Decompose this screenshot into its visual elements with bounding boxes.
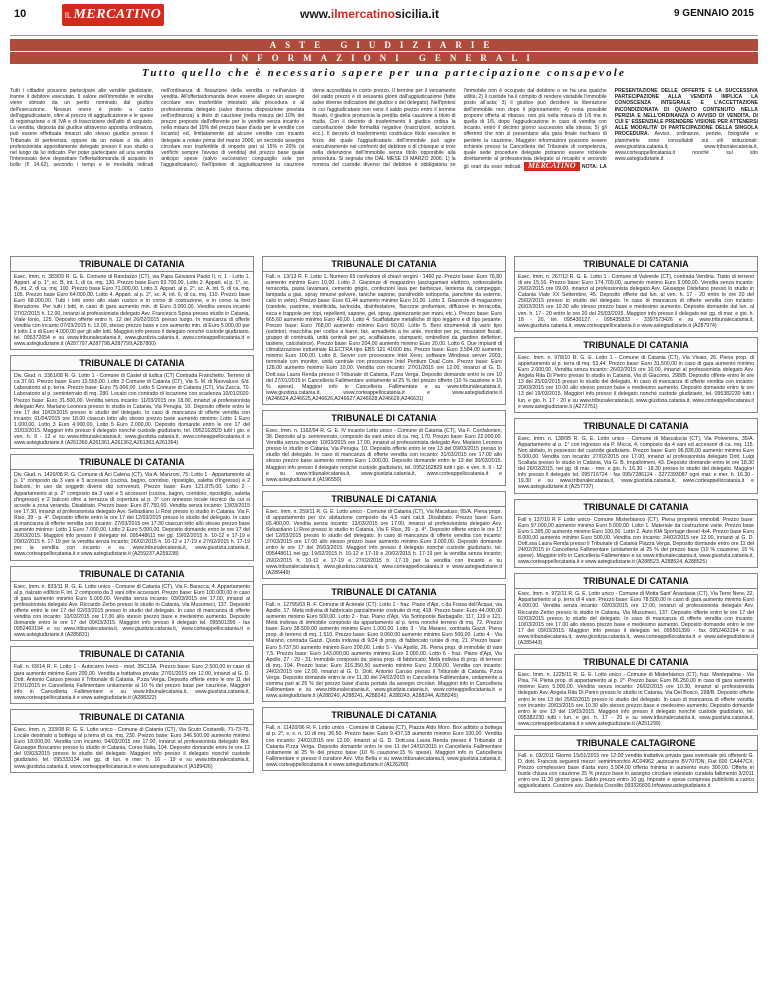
auction-notice [262, 256, 506, 405]
auction-notice [514, 735, 758, 793]
site-prefix: www. [300, 7, 331, 21]
site-url[interactable] [300, 7, 439, 21]
auction-notice [262, 491, 506, 579]
logo-prefix: IL [64, 10, 72, 20]
auction-notice [514, 256, 758, 332]
notice-court-title: TRIBUNALE DI CATANIA [11, 257, 253, 272]
intro-mini-logo: MERCATINO [524, 162, 580, 170]
auction-notice [514, 418, 758, 494]
notice-court-title: TRIBUNALE DI CATANIA [263, 492, 505, 507]
notice-body-text: Fall. n. 13/13 R. F. Lotto 1. Numero 65 confezioni di chiavi vergini - 1460 pz. Prezzo base: Euro 76,80 aumento minimo Euro 10,00. Lotto 2. Giacenze di magazzino (asciugamani elettrico, sottoscaletta terracotta, pasta lavamani, cemento grigio, confezioni lava per barbecue, lanterna da campeggio, lampada a gas, spray rimuovi polvere, taniche sapone, parafreddo sottoporta, panchine da esterno, calci in vetro). Prezzo base: Euro 61,44 aumento minimo Euro 10,00. Lotto 3. Giacenze di magazzino (candele, pastrine, insetticida, lavincida, disinfestatore, flaccone profumare, diffusore in terracotta, esca e trappole per topi, repellenti, sapone, gel, spray, igienizzante per mani, etc.). Prezzo base: Euro 665,60 aumento minimo Euro 40,00. Lotto 4. Scaffalature metalliche di tipo leggero e di tipo pesante. Prezzo base: Euro 768,00 aumento minimo Euro 50,00. Lotto 5. Beni strumentali di vario tipo (estintori, macchina per codice a barre, fax, armadietto a tre ante, monitor per pc, misuratori fiscali, gruppo di continuità, unità centrali per pc, scaffalature, stampanti, ombrelloni da giardino deflettori, tastiere, calcolatrice). Prezzo base: Euro 204,00 aumento minimo Euro 20,00. Lotto 6. Due impianti di climatizzazione industriale ELECTRA tipo EBS 121 41600 btu. Prezzo base: Euro 3.584,00 aumento minimo Euro 100,00. Lotto 8. Server con processore Intel Xeon, software Windows server 2003, terminale con monitor, unità centrale con processore Intel Pentium Dual Core. Prezzo base: Euro 128,00 aumento minimo Euro 10,00. Vendita con incanto: 27/01/2015 ore 12.00, innanzi al G. D. Dott.ssa Laura Renda presso il Tribunale di Catania, P.zza Verga. Deposito domande entro le ore 10 del 27/01/2015 in Cancelleria Fallimentare unitamente al 25 % del prezzo offerto (10 % cauzione e 15 % spese). Maggiori info in Cancelleria Fallimentare e su www.tribunalecatania.it, www.giustizia.catania.it, www.corteappellocatania.it e www.astegiudiziarie.it (A246624,A246625,A246626,A246627,A246628,A246629,A246631) [266, 274, 502, 402]
notice-court-title: TRIBUNALE DI CATANIA [11, 567, 253, 582]
notice-court-title: TRIBUNALE DI CATANIA [515, 419, 757, 434]
mercatino-logo[interactable] [62, 4, 164, 26]
notice-court-title: TRIBUNALE DI CATANIA [263, 585, 505, 600]
notice-body-text: Fall. n. 69/14 R. F. Lotto 1 - Autocarro Iveco - mod. 35C13A. Prezzo base: Euro 2.500,00 in caso di gara aumento minimo Euro 200,00. Vendita a trattativa privata: 27/01/2015 ore 12.00, innanzi al G. D. Dott. Antonio Caruso presso il Tribunale di Catania, P.zza Verga. Deposito offerte entro le ore 11 del 27/01/2015 in Cancelleria Fallimentare unitamente al 10 % del prezzo base per cauzione. Maggiori info in Cancelleria Fallimentare e su www.tribunalecatania.it, www.giustizia.catania.it, www.corteappellocatania.it e www.astegiudiziarie.it (A288322) [14, 664, 250, 701]
auction-notice [262, 584, 506, 703]
notice-body-text: Fall. n. 11420/96 R. F. Lotto unico - Comune di Catania (CT), Piazza Aldo Moro. Box adibito a bottega al p. 2°, s. s. n. 10 di mq. 36,50. Prezzo base: Euro 9.437,18 aumento minimo Euro 100,00. Vendita con incanto: 24/02/2015 ore 12.00, innanzi al G. D. Dott.ssa Laura Renda presso il Tribunale di Catania P.zza Verga. Deposito domande entro le ore 11 del 24/02/2015 in Cancelleria Fallimentare unitamente al 25 % del prezzo base (10 % cauzione;15 % spese). Maggiori info in Cancelleria Fallimentare e presso il curatore Avv. Vito Bella e su www.tribunalecatania.it, www.giustizia.catania.it, www.corteappellocatania.it e www.astegiudiziarie.it (A126280) [266, 725, 502, 768]
auction-notice [262, 410, 506, 486]
notice-court-title: TRIBUNALE DI CATANIA [515, 338, 757, 353]
page-number: 10 [14, 8, 27, 20]
notice-court-title: TRIBUNALE DI CATANIA [263, 708, 505, 723]
intro-text-block [10, 88, 758, 253]
notice-body-text: Esec. Imm. n. 972/11 R. G. E. Lotto unico - Comune di Motta Sant' Anastasia (CT), Via Terre Nere, 32. Appartamento al p. terra di 4 vani. Prezzo base: Euro 78.500,00 in caso di gara aumento minimo Euro 4.000,00. Vendita senza incanto: 03/03/2015 ore 17.00, innanzi al professionista delegato Avv. Riccardo Zerbo presso lo studio in Catania, Via Musumeci, 137. Deposito offerte entro le ore 17 del 02/03/2015 presso lo studio del delegato. In caso di mancanza di offerte vendita con incanto: 10/03/2015 ore 17.00 allo stesso prezzo base e medesimo aumento. Deposito domande entro le ore 17 del 09/03/2015. Maggiori info presso il delegato tel. 095501399 - fax 0952463194 e su www.tribunalecatania.it, www.giustizia.catania.it, www.corteappellocatania.it e www.astegiudiziarie.it (A285443) [518, 591, 754, 647]
intro-text: Tutti i cittadini possono partecipare alle vendite giudiziarie, tranne il debitore esecutato. Il valore dell'immobile in vendita viene stimato da un perito nominato dal giudice dell'esecuzione. Nessun onere è posto a carico dell'aggiudicatario, oltre al prezzo di aggiudicazione e le spese di registrazione o di IVA e di trascrizione dell'atto di acquisto. La vendita, disposta dal giudice attraverso apposita ordinanza, può essere effettuata innanzi allo stesso giudice presso il Tribunale di pertinenza, oppure da un notaio o da altro professionista appositamente delegato presso il suo studio o nel luogo da lui indicato. Per poter partecipare ad una vendita l'interessato deve depositare l'offerta/domanda di acquisto in bollo (€ 14,62), secondo i tempi e le modalità indicati nell'ordinanza di fissazione della vendita o nell'avviso di vendita. All'offerta/domanda deve essere allegato un assegno circolare non trasferibile intestato alla procedura o al professionista delegato (salvo diversa disposizione prevista nell'ordinanza) a titolo di cauzione (nella misura del 10% del prezzo proposto dall'offerente per le vendite senza incanto e nella misura del 10% del prezzo base d'asta per le vendite con incanto) ed, limitatamente ad alcune vendite con incanto delegate a notaio prima del marzo 2006, un secondo assegno circolare non trasferibile di importo pari al 15% o 20% (si verifichi sempre l'avviso di vendita) del prezzo base quale anticipo spese (salvo successivo conguaglio sole per l'aggiudicatario). Nell'ipotesi di aggiudicazione la cauzione viene accreditata in conto prezzo. Il termine per il versamento del saldo prezzo è di sessanta giorni dall'aggiudicazione (fatte salve diverse indicazioni del giudice o del delegato). Nell'ipotesi in cui l'aggiudicatario non versi il saldo prezzo entro il termine fissato, il giudice pronuncia la perdita della cauzione a titolo di multa. Con il decreto di trasferimento il giudice ordina la cancellazione delle formalità negative (trascrizioni, iscrizioni, ecc.). Il decreto di trasferimento costituisce titolo esecutivo in forza del quale l'aggiudicatario dell'immobile può agire esecutivamente nei confronti del debitore o di chiunque si trovi nella detenzione dell'immobile senza titolo opponibile alla procedura. Si segnala che DAL MESE DI MARZO 2006: 1) la nomina del custode diverso dal debitore è obbligatoria se l'immobile non è occupato dal debitore o se ha una qualche utilità; 2) il custode ha il compito di rendere visitabile l'immobile posto all'asta; 3) il giudice può deciderè la liberazione dell'immobile non dopo il pignoramento; 4) resta possibile proporre offerta al ribasso, non più nella misura di 1/6 ma in quella di 1/5, dopo l'aggiudicazione in caso di vendita con incanto, entro il decimo giorno successivo alla stessa; 5) gli offerenti che non si presentano alla gara finale rischiano di perdere la cauzione. Maggiori informazioni possono essere richieste presso la Cancelleria del Tribunale di competenza, quale sede procedure delegate potranno essere richieste direttamente al professionista delegato al recapito e secondo gli orari da esso indicati. [10, 88, 607, 171]
site-suffix: sicilia.it [394, 7, 439, 21]
ads-column-2 [262, 256, 506, 776]
auction-notice [10, 355, 254, 449]
notice-court-title: TRIBUNALE DI CATANIA [263, 411, 505, 426]
notice-court-title: TRIBUNALE DI CATANIA [11, 356, 253, 371]
page-header [0, 0, 768, 34]
notice-court-title: TRIBUNALE DI CATANIA [263, 257, 505, 272]
auction-notice [10, 566, 254, 642]
notice-court-title: TRIBUNALE DI CATANIA [515, 655, 757, 670]
notice-body-text: Div. Giud. n. 1420/08 R. G. Comune di Aci Catena (CT), Via A. Manzoni, 75: Lotto 1 - Appartamento al p. 1° composto da 3 vani e 5 accessori (cucina, bagno, corridoio, ripostiglio, saletta d'ingresso) e 2 balconi. In uso da soggetti diversi dai convenuti. Prezzo base: Euro 121.875,00. Lotto 2 - Appartamento al p. 2° composto da 3 vani e 5 accessori (cucina, bagno, corridoio, ripostiglio, saletta d'ingresso) e 2 balconi oltre a terrazza di copertura al p. 3° con annesso locale tecnico da cui si accede a zona veranda. Disabitato. Prezzo base: Euro 87.750,00. Vendita senza incanto: 13/03/2015 ore 17.30, innanzi al professionista delegato Avv. Sebastiano Li Rosi presso lo studio in Catania, Via F. Riso, 39 - p. 4°. Deposito offerte entro le ore 17 del 12/03/2015 presso lo studio del delegato. In caso di mancanza di offerte vendita con incanto: 27/03/2015 ore 17.30 ciascun lotto allo stesso prezzo base aumento minimo: Lotto 1 Euro 7.000,00, Lotto 2 Euro 5.000,00. Deposito domande entro le ore 17 del 26/03/2015. Maggiori info presso il delegato tel. 095448611 nei gg. 19/02/2015 h. 10-12 e 17-19 e 20/02/2015 h. 17-19 per la vendita senza incanto; 26/02/2015 h. 10-12 e 17-19 e 27/02/2015 h. 17-19 per la vendita con incanto e su www.tribunalecatania.it, www.giustizia.catania.it, www.corteappellocatania.it e www.astegiudiziarie.it (A259237,A259238) [14, 472, 250, 558]
notice-body-text: Esec. Imm. n. 978/10 R. G. E. Lotto 1 - Comune di Catania (CT), Via Vivaio, 26. Piena prop. di appartamento al p. terra di mq. 53,44. Prezzo base: Euro 31.500,00 in caso di gara aumento minimo Euro 2.000,00. Vendita senza incanto: 26/02/2015 ore 10.00, innanzi al professionista delegato Avv. Angela Rita Di Pietro presso lo studio in Catania, Via di Giacomo, 298/B. Deposito offerte entro le ore 13 del 25/02/2015 presso lo studio del delegato. In caso di mancanza di offerte vendita con incanto: 20/03/2015 ore 10.00 allo stesso prezzo base e medesimo aumento. Deposito domande entro le ore 13 del 19/03/2015. Maggiori info presso il delegato nonché custode giudiziario, tel. 095382230 tutti i lun. e gio. h. 17 - 20 e su www.tribunalecatania.it, www.giustizia.catania.it, www.corteappellocatania.it e www.astegiudiziarie.it (A272751) [518, 354, 754, 410]
notice-court-title: TRIBUNALE DI CATANIA [515, 257, 757, 272]
notice-court-title: TRIBUNALE DI CATANIA [11, 710, 253, 725]
auction-notice [514, 573, 758, 649]
banner-informazioni-generali: INFORMAZIONI GENERALI [10, 52, 758, 64]
notice-court-title: TRIBUNALE DI CATANIA [11, 647, 253, 662]
auction-notice [514, 337, 758, 413]
intro-nota: NOTA: LA PRESENTAZIONE DELLE OFFERTE E LA SUCCESSIVA PARTECIPAZIONE ALLA VENDITA IMPLICA LA CONOSCENZA INTEGRALE E L'ACCETTAZIONE INCONDIZIONATA DI QUANTO CONTENUTO NELLA PERIZIA E NELL'ORDINANZA O AVVISO DI VENDITA, DI CUI E' ESSENZIALE PRENDERE VISIONE PER ATTENERSI ALLE MODALITA' DI PARTECIPAZIONE DELLA SINGOLA PROCEDURA. [581, 88, 758, 171]
notice-court-title: TRIBUNALE DI CATANIA [11, 455, 253, 470]
intro-tail: Avviso, ordinanze, perizie, fotografie e planimetrie sono consultabili sui siti istituzionali: www.giustizia.catania.it, www.tribunalecatania.it, www.corteappellocatania.it nonché sul sito www.astegiudiziarie.it [614, 131, 758, 163]
section-banner [10, 35, 758, 85]
notice-body-text: Esec. Imm. n. 383/09 R. G. E. Comune di Randazzo (CT), via Papa Giovanni Paolo II, n. 1 - Lotto 1. Appart. al p. 1°, sc. B, int. 1, di ca. mq. 130. Prezzo base Euro 93.700,00. Lotto 2. Appart. al p. 1°, sc. B, int. 2, di ca. mq. 100. Prezzo base Euro 71.000,00. Lotto 3. Appart. al p. 2°, sc. A, int. 5, di ca. mq. 105. Prezzo base Euro 64.000,00. Lotto 4. Appart. al p. 2°, sc. A, int. 6, di ca. mq. 110. Prezzo base Euro 68.000,00. Tutti i lotti sono allo stato rustico e in corso di costruzione, e in corso la loro liberazione. Per tutti i lotti, in caso di gara aumento min. di Euro 3.000,00. Vendita senza incanto 27/02/2015 h. 12.00, innanzi al professionista delegato Avv. Francesco Spina presso studio in Catania, Viale Ionio, 125. Deposito offerte entro h. 12 del 26/02/2015 presso luogo. In mancanza di offerte vendita con incanto 07/03/2015 h. 12.00, stesso prezzo base e con aumento min. di Euro 5.000,00 per il lotto 1 e di Euro 4.000,00 per gli altri lotti. Maggiori info presso il delegato nonché custode giudiziario, tel. 095372654 e su www.tribunalecatania.it, www.giustizia.catania.it, www.corteappellocatania.it e www.astegiudiziarie.it (A287797,A287798,A287799,A287800) [14, 274, 250, 348]
notice-body-text: Esec. Imm. n. 1162/94 R. G. E. IV incanto Lotto unico - Comune di Catania (CT), Via F. Confalonieri, 38. Deposito al p. seminterrato, composto da vani unico di ca. mq. 170. Prezzo base: Euro 22.000,00. Vendita senza incanto: 10/03/2015 ore 17.00, innanzi al professionista delegato Avv. Mariano Leonora presso lo studio in Catania, Via Perugia, 10. Deposito offerte entro le ore 13 del 09/03/2015 presso lo studio del delegato. In caso di mancanza di offerte vendita con incanto: 31/03/2015 ore 17.00 allo stesso prezzo base aumento minimo Euro 1.000,00. Deposito domande entro le 13 del 30/03/2015. Maggiori info presso il delegato nonché custode giudiziario, tel. 0952162829 tutti i gio. e ven. h. 9 - 12 e su www.tribunalecatania.it, www.giustizia.catania.it, www.corteappellocatania.it e www.astegiudiziarie.it (A196550) [266, 427, 502, 483]
notice-body-text: Esec. Imm. n. 333/08 R. G. E. Lotto unico - Comune di Catania (CT), Via Scuto Costarelli, 71-73-75. Locale destinato a bottega al p.terra di ca. mq. 230. Prezzo base: Euro 346.500,00 aumento minimo Euro 18.000,00. Vendita con incanto: 04/03/2015 ore 17.00, innanzi al professionista delegato Rot. Giuseppe Boscarino presso lo studio in Catania, Corso Italia, 104. Deposito domande entro le ore 12 del 03/03/2015 presso lo studio del delegato. Maggiori info presso il delegato nonché custode giudiziario, tel. 095333134 nei gg. di lun. e mer. h. 16 - 19 e su www.tribunalecatania.it, www.giustizia.catania.it, www.corteappellocatania.it e www.astegiudiziarie.it (A189426) [14, 726, 250, 770]
notice-court-title: TRIBUNALE CALTAGIRONE [515, 736, 757, 751]
notice-body-text: Fall n 137/10 R F Lotto unico- Comune Misterbianco (CT). Piena proprietà immobili. Prezzo base: Euro 97.000,00 aumento minimo Euro 5.000,00. Lotto 1. Materiale da costruzione varie. Prezzo base Euro 1.395,00 aumento minimo Euro 100,00. Lotto 2. Auto KIA Sportage diesel 4x4. Prezzo base Euro 8.000,00 aumento minimo Euro 500,00. Vendita con incanto: 24/02/2015 ore 12.00, innanzi al G. D. Dott.ssa Laura Renda presso il Tribunale di Catania Piazza Verga. Deposito domande entro ore 11 del 24/02/2015 in Cancelleria Fallimentare (unitamente al 25 % del prezzo base (10 % cauzione; 15 % spese). Maggiori info in Cancelleria Fallimentare e su www.tribunalecatania.it, www.giustizia.catania.it, www.corteappellocatania.it e www.astegiudiziarie.it (A288523, A288524, A288525) [518, 516, 754, 566]
auction-notice [514, 499, 758, 569]
auction-notice [10, 256, 254, 350]
auction-notice [262, 707, 506, 771]
banner-subtitle: Tutto quello che è necessario sapere per una partecipazione consapevole [141, 67, 627, 79]
notice-body-text: Esec. Imm. n. 267/12 R. G. E. Lotto 1 - Comune di Valverde (CT), contrada Verdina. Tratto di terreno di are 15,16. Prezzo base: Euro 174.700,00, aumento minimo Euro 9.000,00. Vendita senza incanto: 26/02/2015 ore 09.00, innanzi al professionista delegato Avv. Giuseppe Distefano presso lo studio in Catania Viale XX Settembre, 45. Deposito offerte dal lun. al ven. h. 17 - 20 entro le ore 20 del 25/02/2015 presso lo studio del delegato. In caso di mancanza di offerte vendita con incanto: 26/03/2015 ore 10.30 allo stesso prezzo base e medesimo aumento. Deposito domande dal lun. al ven. h. 17 - 20 entro le ore 20 del 25/03/2015. Maggiori info presso il delegato nei gg. di mar. e gio. h. 18 - 20, tel. 095430127 - 095435833 - 3397573426 e su www.tribunalecatania.it, www.giustizia.catania.it, www.corteappellocatania.it e www.astegiudiziarie.it (A287974) [518, 274, 754, 329]
notice-court-title: TRIBUNALE DI CATANIA [515, 500, 757, 515]
notice-court-title: TRIBUNALE DI CATANIA [515, 574, 757, 589]
issue-date: 9 GENNAIO 2015 [673, 8, 754, 19]
ads-column-1 [10, 256, 254, 778]
notice-body-text: Div. Giud. n. 3361/08 R. G. Lotto 1 - Comune di Castel di Iudica (CT) Contrada Franchetto. Terreno di ca 37.60. Prezzo base: Euro 13.565,00. Lotto 3 Comune di Catania (CT), Via S. M. di Nuovaluce. 6/d. Laboratorio al p. terra. Prezzo base: Euro 75.066,00. Lotto 5 Comune di Catania (CT), Via Zacca, 70. Laboratorio al p. seminterrato di mq. 280. Locato con contratto di locazione con scadenza 10/01/2020. Prezzo base: Euro 31.500,00. Vendita senza incanto: 11/03/2015 ore 18.00, innanzi al professionista delegato Avv. Mariano Leonora presso lo studio in Catania, Via Perugia, 10. Deposito offerte entro le ore 17 del 10/03/2015 presso lo studio del delegato. In caso di mancanza di offerte vendita con incanto: 01/04/2015 ore 18.00 ciascun lotto allo stesso prezzo base aumento minimo: Lotto 1 Euro 1.000,00, Lotto 3 Euro 4.000,00, Lotto 5 Euro 2.000,00. Deposito domande entro le ore 17 del 31/03/2015. Maggiori info presso il delegato nonché custode giudiziario, tel. 0952162829 tutti i gio. e ven. h. 9 - 12 e su www.tribunalecatania.it, www.giustizia.catania.it, www.corteappellocatania.it e www.astegiudiziarie.it (A261360,A261361,A261362,A261363,A261364) [14, 373, 250, 447]
auction-notice [10, 709, 254, 773]
notice-body-text: Esec. Imm. n. 1225/11 R. G. E. Lotto unico - Comune di Misterbianco (CT), fraz. Montepalma - Via Pisa, 74. Piena prop. di appartamento al p. 2°. Prezzo base: Euro 86.250,00 in caso di gara aumento minimo Euro 5.000,00. Vendita senza incanto: 26/02/2015 ore 10.30, innanzi al professionista delegato Avv. Angela Rita Di Pietro presso lo studio in Catania, Via Del Bosco, 298/B. Deposito offerte entro le ore 13 del 25/02/2015 presso lo studio del delegato. In caso di mancanza di offerte vendita con incanto: 20/03/2015 ore 10.30 allo stesso prezzo base e medesimo aumento. Deposito domande entro le ore 13 del 19/03/2015. Maggiori info presso il delegato nonché custode giudiziario, tel. 095382230 tutti i lun. e gio. h. 17 - 20 e su www.tribunalecatania.it, www.giustizia.catania.it, www.corteappellocatania.it e www.astegiudiziarie.it (A251299) [518, 672, 754, 727]
auction-notice [514, 654, 758, 730]
notice-body-text: Fall. n. 12795/03 R. F. Comune di Acireale (CT): Lotto 1 - fraz. Piano d'Api, c.da Fossa dell'Acqua, via Apollo, 17. Metà indivisa di fabbricato parzialmente costruito di mq. 418. Prezzo base: Euro 44.000,00 aumento minimo Euro 500,00. Lotto 2 - fraz. Piano d'Api, Via Sottoponte Barbagallo, 117, 119 e 121. Metà indivisa di immobile composto da appartamento al p. terra nonché terreno di mq. 72. Prezzo base: Euro 38.500,00 aumento minimo Euro 1.000,00. Lotto 3 - Via Marano, contrada Gazzi. Piena prop. di terreno di mq. 1.510. Prezzo base: Euro 9.060,00 aumento minimo Euro 500,00. Lotto 4 - Via Marano, contrada Gazzi. Quota indivisa di 9/24 di prop. di fabbricato rurale di mq. 21. Prezzo base: Euro 5.737,50 aumento minimo Euro 200,00. Lotto 5 - Via Apollo, 26. Piena prop. di immobile di vani 7,5. Prezzo base: Euro 143.000,00 aumento minimo Euro 2.000,00. Lotto 6 - fraz. Piano d'Api, Via Apollo, 27 - 29 - 31. Immobile composto da: piena prop. di fabbricato; Metà indivisa di prop. di terreno di mq. 194. Prezzo base: Euro 216.350,50 aumento minimo Euro 2.000,00. Vendita con incanto: 24/02/2015 ore 12.00, innanzi al G. D. Dott. Antonio Caruso presso il Tribunale di Catania, P.zza Verga. Deposito domande entro le ore 11.30 del 24/02/2015 in Cancelleria Fallimentare, unitamente a somma pari al 25 % del prezzo base d'asta portata da assegni circolari. Maggiori info in Cancelleria Fallimentare e su www.tribunalecatania.it, www.giustizia.catania.it, www.corteappellocatania.it e www.astegiudiziarie.it (A288240, A288241, A288242, A288243, A288244, A288245) [266, 601, 502, 700]
ads-column-3 [514, 256, 758, 798]
logo-text: MERCATINO [73, 7, 162, 22]
notice-body-text: Esec. Imm. n. 259/11 R. G. E. Lotto unico - Comune di Catania (CT), Via Macaluso, 95/A. Piena propr. di appartamento per civ. abitazione composto da 4,5 vani cat.ti. Disabitato. Prezzo base: Euro 65.400,00. Vendita senza incanto: 13/03/2015 ore 17.00, innanzi al professionista delegato Avv. Sebastiano Li Rosi presso lo studio in Catania, Via F. Riso, 39 - p. 4°. Deposito offerte entro le ore 17 del 12/03/2015 presso lo studio del delegato. In caso di mancanza di offerte vendita con incanto: 27/03/2015 ore 17.00 allo stesso prezzo base aumento minimo Euro 3.000,00. Deposito domande entro le ore 17 del 26/03/2015. Maggiori info presso il delegato nonché custode giudiziario, tel. 095448611 nei gg. 19/02/2015 h. 10-12 e 17-19 e 20/02/2015 h. 17-19 per la vendita senza incanto; 26/02/2015 h. 10-12 e 17-19 e 27/02/2015 h. 17-19 per la vendita con incanto e su www.tribunalecatania.it, www.giustizia.catania.it, www.corteappellocatania.it e www.astegiudiziarie.it (A286449) [266, 508, 502, 576]
notice-body-text: Esec. Imm. n. 138/95 R. G. E. Lotto unico - Comune di Mascalucia (CT), Via Polveriera, 35/A. Appartamento al p. 1° con ingresso via P. Micca, 4, composto da 4 vani ed accessori di ca. mq. 115. Non abitato, in possesso del custode giudiziario. Prezzo base: Euro 96.836,00 aumento minimo Euro 5.000,00. Vendita con incanto: 27/02/2015 ore 17.00, innanzi al professionista delegato Dott. Luigi Scaltata presso lo studio in Catania, Via G. B. Impallomeni, 43. Deposito domande entro le ore 18.30 del 26/02/2015, nei gg. di mar. - mer. e gio. h. 16.30 - 18.30 presso lo studio del delegato. Maggiori info presso il delegato tel. 095716724 - fax 095/7286124 - 3272393087 ogni mar. e mer. h. 16.30 - 19.30 e su www.tribunalecatania.it, www.giustizia.catania.it, www.corteappellocatania.it e www.astegiudiziarie.it (A257737) [518, 435, 754, 491]
auction-notice [10, 646, 254, 704]
site-brand: ilmercatino [330, 7, 395, 21]
notice-body-text: Fall. n. 03/2011 Giorno 15/01/2015 ore 12:00 vendita trattativa privata gara eventuale più offerenti G. D. dott. Francois seguenti mezzi: semirimorchio AC04962 ,autocarro BV707DN, Fiat 600 CA447CX. Prezzo complessivo base d'asta euro 3.904,00 offerta minima in aumento euro 300,00. Offerte in busta chiusa con cauzione 25 % prezzo base in assegno circolare intestato curatela fallimento 3/2011 entro ore 11:30 giorno gara. Saldo prezzo entro 10 gg. Imposte e spese compresa pubblicità a carico aggiudicatario. Curatore avv. Daniela Cosolito 093326830.Infowww.astegiudiziarie.it [518, 752, 754, 790]
notice-body-text: Esec. Imm. n. 833/11 R. G. E. Lotto unico - Comune di Catania (CT), Via F. Baracca, 4. Appartamento al p. rialzato edificio F, int. 2 composto da 3 vani oltre accessori. Prezzo base: Euro 100.000,00 in caso di gara aumento minimo Euro 5.000,00. Vendita senza incanto: 03/03/2015 ore 17.00, innanzi al professionista delegato Avv. Riccardo Zerbo presso lo studio in Catania, Via Musumeci, 137. Deposito offerte entro le ore 17 del 02/03/2015 presso lo studio del delegato. In caso di mancanza di offerte vendita con incanto: 10/03/2015 ore 17.00 allo stesso prezzo base e medesimo aumento. Deposito domande entro le ore 17 del 09/03/2015. Maggiori info presso il delegato tel. 095501399 - fax 0952463194 e su www.tribunalecatania.it, www.giustizia.catania.it, www.corteappellocatania.it e www.astegiudiziarie.it (A285831) [14, 583, 250, 639]
auction-notice [10, 454, 254, 560]
banner-aste-giudiziarie: ASTE GIUDIZIARIE [10, 39, 758, 51]
